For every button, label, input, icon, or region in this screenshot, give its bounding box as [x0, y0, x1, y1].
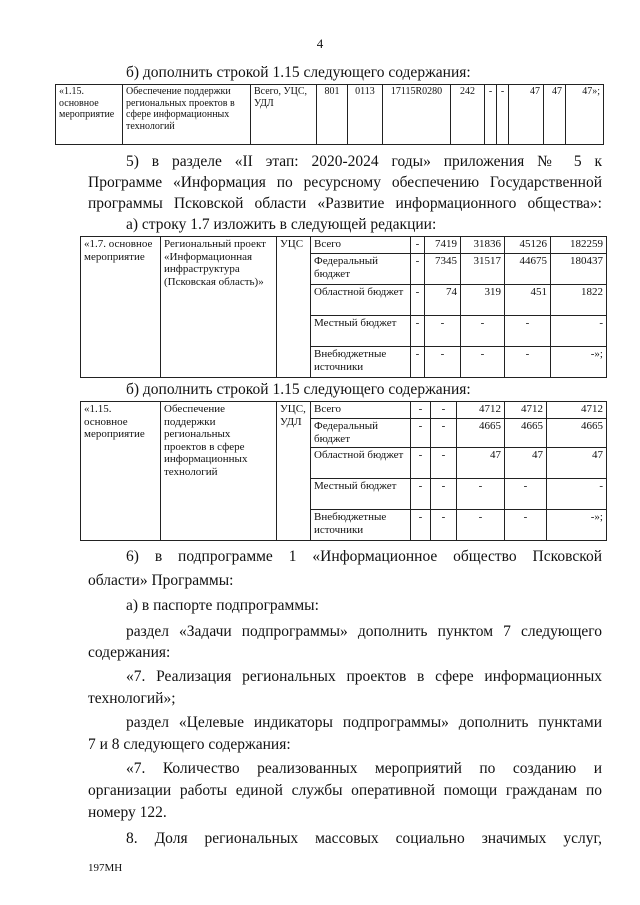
t2-value: 44675 [505, 254, 551, 285]
t3-value: 47 [505, 448, 547, 479]
t1-event-number: «1.15. основное мероприятие [56, 85, 123, 145]
t3-value: - [457, 479, 505, 510]
t2-value: 7345 [425, 254, 461, 285]
t2-value: - [551, 316, 607, 347]
t1-value: 47 [509, 85, 544, 145]
t3-value: - [411, 419, 431, 448]
t1-event-name: Обеспечение поддержки региональных проектов в сфере информационных технологий [123, 85, 251, 145]
t2-value: 182259 [551, 237, 607, 254]
t2-value: - [425, 316, 461, 347]
t2-value: 7419 [425, 237, 461, 254]
t2-source-label: Внебюджетные источники [311, 347, 411, 378]
t3-value: - [505, 479, 547, 510]
t3-source-label: Областной бюджет [311, 448, 411, 479]
paragraph-5-cont-1: Программе «Информация по ресурсному обеспечению Государственной [88, 174, 602, 191]
t3-value: - [411, 479, 431, 510]
table-row-1-15-second [80, 401, 607, 541]
t1-value: 47»; [566, 85, 604, 145]
t1-executor: Всего, УЦС, УДЛ [251, 85, 317, 145]
t3-value: 4712 [457, 402, 505, 419]
t3-source-label: Местный бюджет [311, 479, 411, 510]
paragraph-tasks-cont: содержания: [88, 644, 171, 661]
paragraph-indicators-cont: 7 и 8 следующего содержания: [88, 736, 291, 753]
t3-value: - [411, 448, 431, 479]
paragraph-amend-a: а) строку 1.7 изложить в следующей редакции: [126, 216, 437, 233]
t2-value: 319 [461, 285, 505, 316]
t1-code: 0113 [348, 85, 383, 145]
t2-executor: УЦС [277, 237, 311, 378]
t3-value: 4712 [547, 402, 607, 419]
t2-value: 74 [425, 285, 461, 316]
t2-value: 451 [505, 285, 551, 316]
t2-event-name: Региональный проект «Информационная инфраструктура (Псковская область)» [161, 237, 277, 378]
t3-value: 4665 [457, 419, 505, 448]
paragraph-tasks: раздел «Задачи подпрограммы» дополнить пунктом 7 следующего [126, 623, 602, 640]
t2-value: - [505, 347, 551, 378]
t2-value: - [411, 347, 425, 378]
t3-value: - [505, 510, 547, 541]
paragraph-task-7-cont: технологий»; [88, 690, 176, 707]
paragraph-indicator-8: 8. Доля региональных массовых социально значимых услуг, [126, 830, 602, 847]
t2-event-number: «1.7. основное мероприятие [81, 237, 161, 378]
t3-value: - [547, 479, 607, 510]
paragraph-6-cont: области» Программы: [88, 572, 234, 589]
t3-source-label: Внебюджетные источники [311, 510, 411, 541]
paragraph-6-a: а) в паспорте подпрограммы: [126, 597, 319, 614]
t2-value: 180437 [551, 254, 607, 285]
t2-source-label: Местный бюджет [311, 316, 411, 347]
paragraph-5-cont-2: программы Псковской области «Развитие информационного общества»: [88, 195, 602, 212]
t3-value: - [411, 510, 431, 541]
t1-code: 801 [317, 85, 348, 145]
t2-value: 1822 [551, 285, 607, 316]
t2-value: - [461, 347, 505, 378]
t2-value: - [461, 316, 505, 347]
t2-value: -»; [551, 347, 607, 378]
t3-executor: УЦС, УДЛ [277, 402, 311, 541]
t2-value: - [425, 347, 461, 378]
paragraph-amend-b-2: б) дополнить строкой 1.15 следующего содержания: [126, 381, 471, 398]
t3-value: - [411, 402, 431, 419]
t2-value: 31836 [461, 237, 505, 254]
t3-value: 47 [547, 448, 607, 479]
t3-value: 4712 [505, 402, 547, 419]
paragraph-indicator-7: «7. Количество реализованных мероприятий по созданию и [126, 760, 602, 777]
t3-value: - [431, 402, 457, 419]
t3-source-label: Всего [311, 402, 411, 419]
t3-value: 4665 [547, 419, 607, 448]
t3-event-number: «1.15. основное мероприятие [81, 402, 161, 541]
t2-value: - [505, 316, 551, 347]
paragraph-5: 5) в разделе «II этап: 2020-2024 годы» приложения № 5 к [126, 153, 602, 170]
t1-code: 242 [451, 85, 485, 145]
paragraph-6: 6) в подпрограмме 1 «Информационное общество Псковской [126, 548, 602, 565]
t3-value: - [457, 510, 505, 541]
t3-value: - [431, 479, 457, 510]
t3-event-name: Обеспечение поддержки региональных проектов в сфере информационных технологий [161, 402, 277, 541]
paragraph-amend-b-1: б) дополнить строкой 1.15 следующего содержания: [126, 64, 471, 81]
t1-value: - [497, 85, 509, 145]
paragraph-indicator-7-cont-1: организации работы единой службы оперативной помощи гражданам по [88, 782, 602, 799]
table-row-1-15-first [55, 84, 604, 145]
paragraph-indicator-7-cont-2: номеру 122. [88, 804, 167, 821]
t2-value: - [411, 316, 425, 347]
t2-source-label: Областной бюджет [311, 285, 411, 316]
t3-value: - [431, 448, 457, 479]
t3-value: 47 [457, 448, 505, 479]
t3-value: -»; [547, 510, 607, 541]
t3-value: - [431, 510, 457, 541]
t1-code: 17115R0280 [383, 85, 451, 145]
t3-value: 4665 [505, 419, 547, 448]
t2-source-label: Федеральный бюджет [311, 254, 411, 285]
t2-value: - [411, 237, 425, 254]
page-number: 4 [316, 36, 324, 51]
paragraph-indicators: раздел «Целевые индикаторы подпрограммы» дополнить пунктами [126, 714, 602, 731]
table-row-1-7 [80, 236, 607, 378]
t1-value: 47 [544, 85, 566, 145]
t2-value: 31517 [461, 254, 505, 285]
t3-source-label: Федеральный бюджет [311, 419, 411, 448]
t2-value: 45126 [505, 237, 551, 254]
t2-source-label: Всего [311, 237, 411, 254]
paragraph-task-7: «7. Реализация региональных проектов в сфере информационных [126, 668, 602, 685]
t1-value: - [485, 85, 497, 145]
t3-value: - [431, 419, 457, 448]
document-code: 197МН [88, 862, 123, 874]
t2-value: - [411, 285, 425, 316]
t2-value: - [411, 254, 425, 285]
